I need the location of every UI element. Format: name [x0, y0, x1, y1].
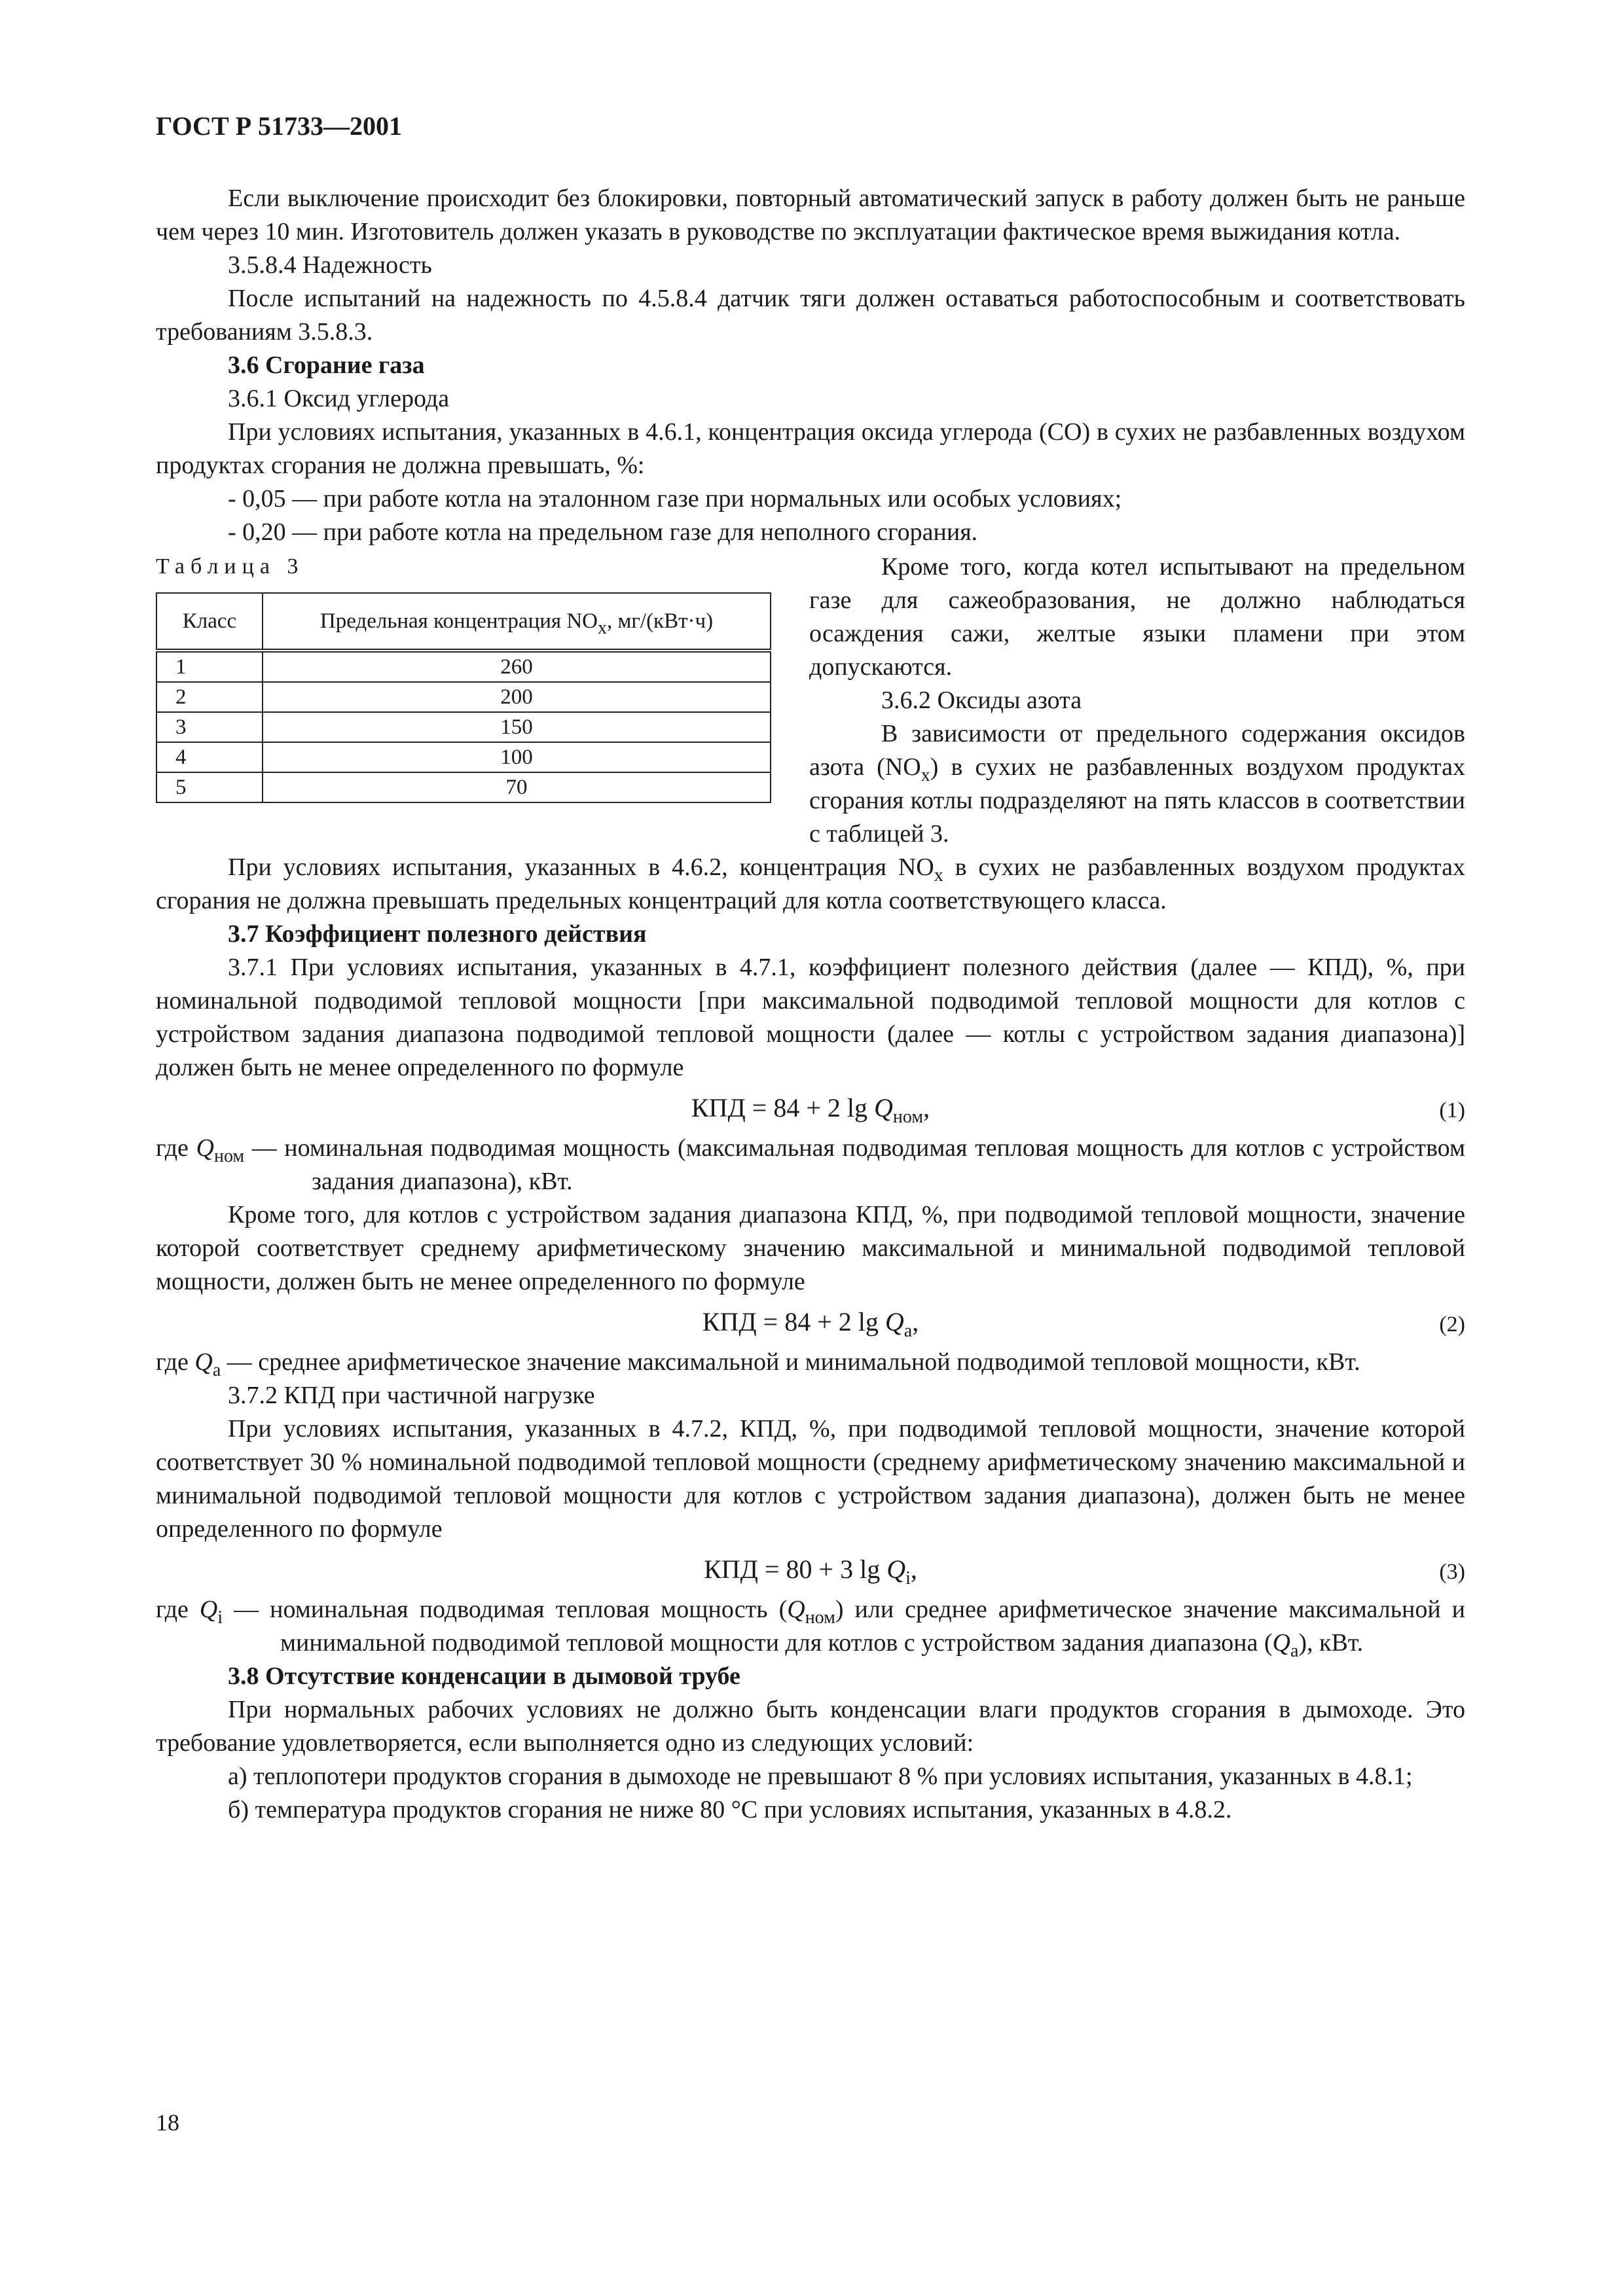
table-cell-limit: 260: [263, 651, 771, 682]
table-header-class: Класс: [156, 593, 263, 651]
list-item-heat-loss: а) теплопотери продуктов сгорания в дымоходе не превышают 8 % при условиях испытания, указанных в 4.8.1;: [228, 1763, 1413, 1790]
list-item-co-005: - 0,05 — при работе котла на эталонном газе при нормальных или особых условиях;: [228, 485, 1122, 512]
table-row: [156, 772, 771, 802]
table-cell-class: 3: [156, 712, 263, 742]
document-body: [156, 182, 1465, 1827]
formula-number: (2): [1439, 1312, 1465, 1336]
subsection-3-6-2: 3.6.2 Оксиды азота: [881, 687, 1082, 714]
subsection-3-5-8-4: 3.5.8.4 Надежность: [228, 251, 432, 279]
document-code-header: ГОСТ Р 51733—2001: [156, 111, 403, 141]
formula-3-where: где $Q_i$ — номинальная подводимая тепловая мощность $(Q_{ном})$ или среднее арифметическое значение максимальной и минимальной подводимой тепловой мощности для котлов с устройством задания диапазона $(Q_а)$, кВт.: [156, 1596, 1465, 1661]
paragraph-co-limit: При условиях испытания, указанных в 4.6.1, концентрация оксида углерода (CO) в сухих не разбавленных воздухом продуктах сгорания не должна превышать, %:: [156, 418, 1465, 479]
paragraph-restart-delay: Если выключение происходит без блокировки, повторный автоматический запуск в работу должен быть не раньше чем через 10 мин. Изготовитель должен указать в руководстве по эксплуатации фактическое время выжидания котла.: [156, 185, 1465, 245]
paragraph-soot: Кроме того, когда котел испытывают на предельном газе для сажеобразования, не должно наблюдаться осаждения сажи, желтые языки пламени при этом допускаются.: [809, 553, 1465, 681]
formula-number: (1): [1439, 1098, 1465, 1122]
paragraph-efficiency: 3.7.1 При условиях испытания, указанных в 4.7.1, коэффициент полезного действия (далее — КПД), %, при номинальной подводимой тепловой мощности [при максимальной подводимой тепловой мощности для котлов с устройством задания диапазона подводимой тепловой мощности (далее — котлы с устройством задания диапазона)] должен быть не менее определенного по формуле: [156, 954, 1465, 1081]
table-cell-limit: 150: [263, 712, 771, 742]
paragraph-nox-limit: При условиях испытания, указанных в 4.6.2, концентрация $NO_x$ в сухих не разбавленных воздухом продуктах сгорания не должна превышать предельных концентраций для котла соответствующего класса.: [156, 853, 1465, 914]
paragraph-condensation: При нормальных рабочих условиях не должно быть конденсации влаги продуктов сгорания в дымоходе. Это требование удовлетворяется, если выполняется одно из следующих условий:: [156, 1696, 1465, 1757]
table-3-container: [156, 550, 797, 803]
table-row: [156, 712, 771, 742]
table-cell-limit: 70: [263, 772, 771, 802]
table-cell-class: 5: [156, 772, 263, 802]
subsection-3-7-2: 3.7.2 КПД при частичной нагрузке: [228, 1382, 595, 1409]
section-heading-3-8: 3.8 Отсутствие конденсации в дымовой трубе: [228, 1662, 740, 1690]
formula-1: КПД = 84 + 2 $\lg Q_{ном}$, (1): [691, 1093, 1465, 1127]
list-item-co-020: - 0,20 — при работе котла на предельном газе для неполного сгорания.: [228, 518, 978, 546]
list-item-temperature: б) температура продуктов сгорания не ниже 80 °C при условиях испытания, указанных в 4.8.2.: [228, 1796, 1232, 1823]
paragraph-partial-load: При условиях испытания, указанных в 4.7.2, КПД, %, при подводимой тепловой мощности, значение которой соответствует 30 % номинальной подводимой тепловой мощности (среднему арифметическому значению максимальной и минимальной подводимой тепловой мощности для котлов с устройством задания диапазона), должен быть не менее определенного по формуле: [156, 1415, 1465, 1543]
table-row: [156, 682, 771, 712]
side-text-column: [809, 550, 1465, 851]
section-heading-3-7: 3.7 Коэффициент полезного действия: [228, 920, 647, 948]
table-row: [156, 742, 771, 772]
table-cell-limit: 200: [263, 682, 771, 712]
section-heading-3-6: 3.6 Сгорание газа: [228, 351, 425, 379]
table-row: [156, 651, 771, 682]
paragraph-reliability: После испытаний на надежность по 4.5.8.4 датчик тяги должен оставаться работоспособным и соответствовать требованиям 3.5.8.3.: [156, 285, 1465, 346]
table-cell-class: 4: [156, 742, 263, 772]
table-caption: Таблица 3: [156, 554, 304, 579]
table-cell-class: 2: [156, 682, 263, 712]
paragraph-nox-classes: В зависимости от предельного содержания оксидов азота $(NO_x)$ в сухих не разбавленных воздухом продуктах сгорания котлы подразделяют на пять классов в соответствии с таблицей 3.: [809, 720, 1465, 848]
formula-3: КПД = 80 + 3 $\lg Q_i$, (3): [704, 1554, 1465, 1588]
paragraph-range-efficiency: Кроме того, для котлов с устройством задания диапазона КПД, %, при подводимой тепловой мощности, значение которой соответствует среднему арифметическому значению максимальной и минимальной подводимой тепловой мощности, должен быть не менее определенного по формуле: [156, 1201, 1465, 1295]
table-cell-limit: 100: [263, 742, 771, 772]
subsection-3-6-1: 3.6.1 Оксид углерода: [228, 385, 450, 412]
nox-class-table: [156, 592, 771, 803]
formula-2-where: где $Q_а$ — среднее арифметическое значение максимальной и минимальной подводимой тепловой мощности, кВт.: [156, 1348, 1360, 1380]
formula-2: КПД = 84 + 2 $\lg Q_а$, (2): [702, 1307, 1465, 1341]
table-and-text-block: [156, 550, 1465, 851]
formula-number: (3): [1439, 1560, 1465, 1584]
table-cell-class: 1: [156, 651, 263, 682]
table-header-limit: Предельная концентрация $NO_x$, мг/(кВт·ч): [263, 593, 771, 651]
page-number: 18: [156, 2109, 179, 2136]
formula-1-where: где $Q_{ном}$ — номинальная подводимая мощность (максимальная подводимая тепловая мощность для котлов с устройством задания диапазона), кВт.: [156, 1134, 1465, 1195]
